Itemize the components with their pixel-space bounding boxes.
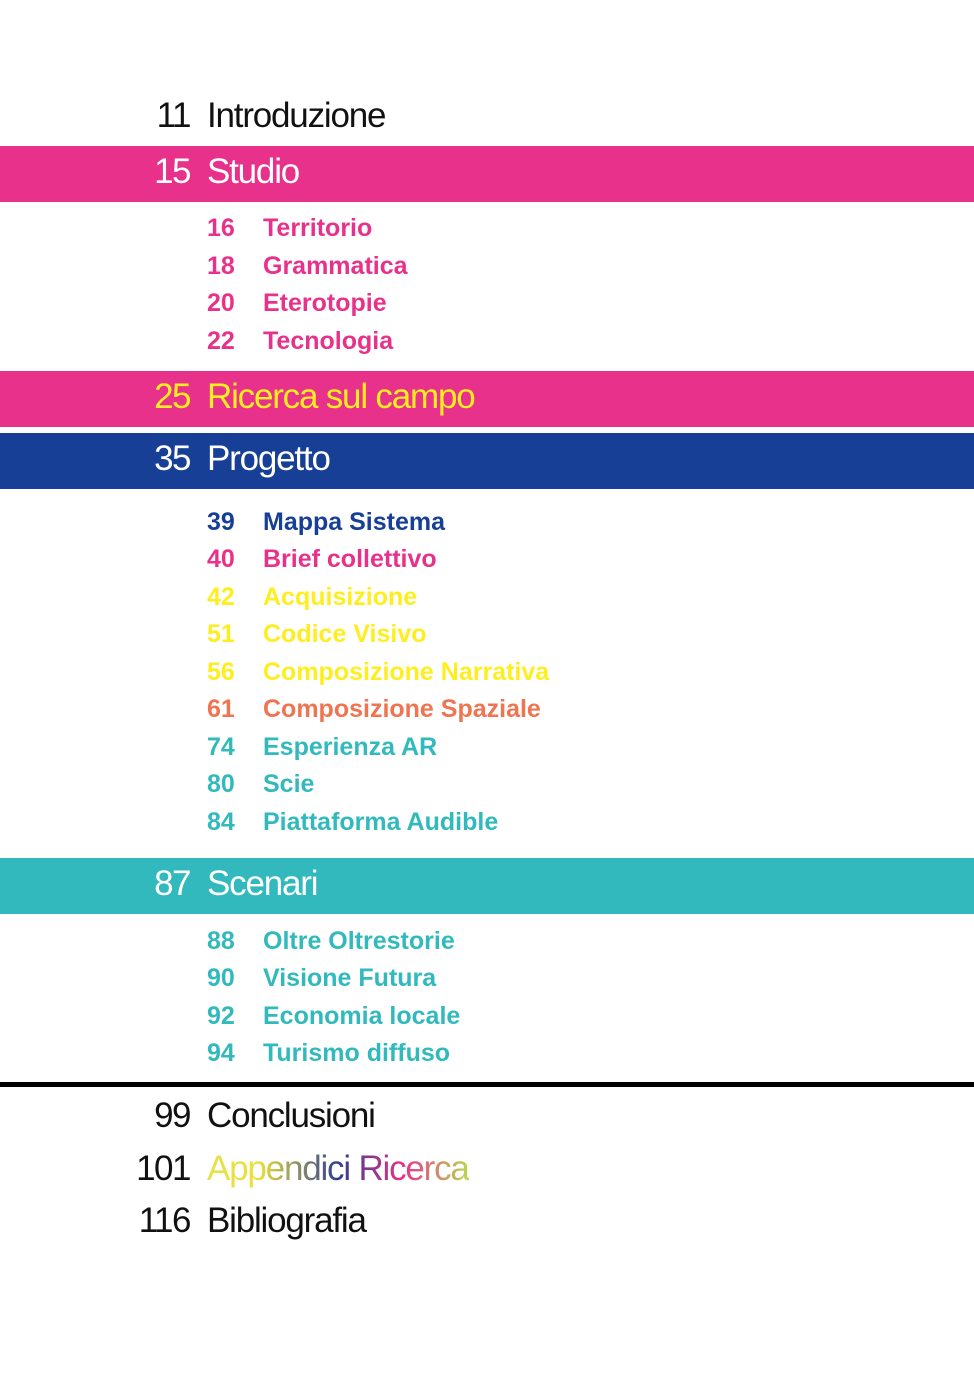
- toc-ricerca[interactable]: [0, 371, 974, 427]
- toc-sub-title: Esperienza AR: [263, 733, 438, 761]
- toc-sub-page-number: 84: [207, 808, 235, 836]
- toc-page-number: 35: [154, 439, 190, 478]
- toc-sub-title: Eterotopie: [263, 289, 387, 317]
- toc-sub-title: Tecnologia: [263, 327, 394, 355]
- toc-sub-page-number: 80: [207, 770, 235, 798]
- toc-sub-title: Mappa Sistema: [263, 508, 446, 536]
- toc-subitem[interactable]: [0, 658, 974, 694]
- toc-sub-title: Grammatica: [263, 252, 408, 280]
- toc-subitem[interactable]: [0, 508, 974, 544]
- toc-subitem[interactable]: [0, 583, 974, 619]
- toc-progetto[interactable]: [0, 433, 974, 489]
- toc-subitem[interactable]: [0, 770, 974, 806]
- toc-chapter-title: Ricerca sul campo: [207, 377, 475, 416]
- toc-subitem[interactable]: [0, 620, 974, 656]
- toc-subitem[interactable]: [0, 1039, 974, 1075]
- toc-sub-page-number: 51: [207, 620, 235, 648]
- toc-sub-title: Codice Visivo: [263, 620, 427, 648]
- toc-introduzione[interactable]: [0, 90, 974, 146]
- toc-page-number: 101: [136, 1149, 190, 1188]
- toc-subitem[interactable]: [0, 1002, 974, 1038]
- toc-chapter-title: Conclusioni: [207, 1096, 375, 1135]
- toc-chapter-title: Bibliografia: [207, 1201, 366, 1240]
- toc-sub-page-number: 16: [207, 214, 235, 242]
- toc-sub-title: Composizione Spaziale: [263, 695, 541, 723]
- toc-sub-title: Piattaforma Audible: [263, 808, 499, 836]
- toc-bibliografia[interactable]: [0, 1195, 974, 1251]
- toc-scenari[interactable]: [0, 858, 974, 914]
- toc-subitem[interactable]: [0, 214, 974, 250]
- toc-sub-title: Oltre Oltrestorie: [263, 927, 455, 955]
- toc-sub-page-number: 92: [207, 1002, 235, 1030]
- toc-sub-title: Brief collettivo: [263, 545, 437, 573]
- toc-page-number: 11: [156, 96, 190, 135]
- toc-sub-page-number: 74: [207, 733, 235, 761]
- toc-page-number: 25: [154, 377, 190, 416]
- toc-subitem[interactable]: [0, 252, 974, 288]
- toc-sub-page-number: 20: [207, 289, 235, 317]
- toc-sub-page-number: 18: [207, 252, 235, 280]
- toc-subitem[interactable]: [0, 808, 974, 844]
- toc-subitem[interactable]: [0, 733, 974, 769]
- toc-sub-title: Territorio: [263, 214, 373, 242]
- toc-sub-page-number: 42: [207, 583, 235, 611]
- toc-subitem[interactable]: [0, 964, 974, 1000]
- toc-subitem[interactable]: [0, 545, 974, 581]
- toc-sub-page-number: 40: [207, 545, 235, 573]
- toc-page-number: 116: [138, 1201, 190, 1240]
- toc-sub-page-number: 61: [207, 695, 235, 723]
- toc-sub-title: Turismo diffuso: [263, 1039, 451, 1067]
- toc-sub-title: Composizione Narrativa: [263, 658, 550, 686]
- toc-chapter-title: Studio: [207, 152, 300, 191]
- toc-sub-page-number: 39: [207, 508, 235, 536]
- section-divider: [0, 1082, 974, 1087]
- toc-sub-page-number: 90: [207, 964, 235, 992]
- toc-chapter-title: Scenari: [207, 864, 318, 903]
- toc-page-number: 15: [154, 152, 190, 191]
- toc-conclusioni[interactable]: [0, 1090, 974, 1146]
- toc-subitem[interactable]: [0, 695, 974, 731]
- toc-subitem[interactable]: [0, 327, 974, 363]
- toc-chapter-title: Introduzione: [207, 96, 386, 135]
- toc-page-number: 87: [154, 864, 190, 903]
- toc-sub-page-number: 56: [207, 658, 235, 686]
- toc-subitem[interactable]: [0, 927, 974, 963]
- toc-sub-page-number: 22: [207, 327, 235, 355]
- toc-subitem[interactable]: [0, 289, 974, 325]
- toc-sub-title: Acquisizione: [263, 583, 418, 611]
- toc-sub-title: Visione Futura: [263, 964, 437, 992]
- toc-appendici[interactable]: [0, 1143, 974, 1199]
- toc-sub-page-number: 88: [207, 927, 235, 955]
- toc-chapter-title: Appendici Ricerca: [207, 1149, 469, 1188]
- toc-sub-title: Economia locale: [263, 1002, 461, 1030]
- toc-sub-page-number: 94: [207, 1039, 235, 1067]
- toc-page-number: 99: [154, 1096, 190, 1135]
- toc-sub-title: Scie: [263, 770, 315, 798]
- toc-studio[interactable]: [0, 146, 974, 202]
- toc-chapter-title: Progetto: [207, 439, 330, 478]
